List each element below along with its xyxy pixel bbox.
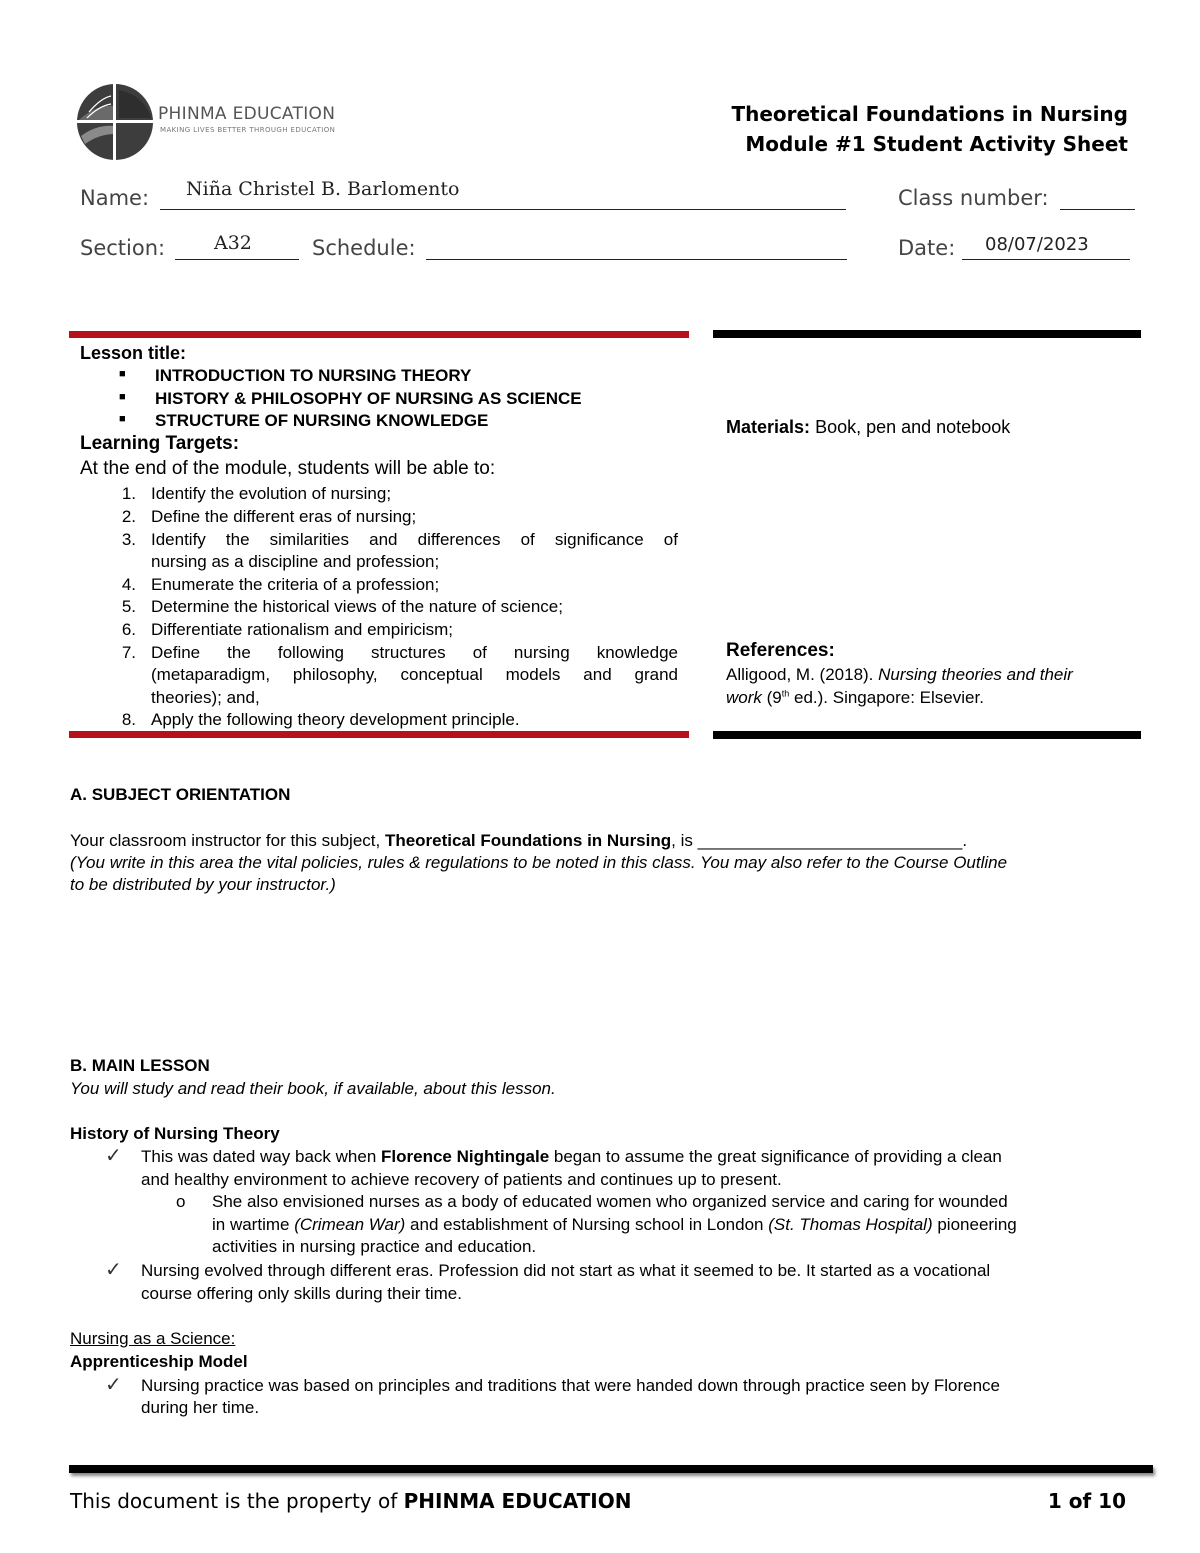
materials-value: Book, pen and notebook	[815, 417, 1011, 437]
materials-line	[726, 417, 1010, 438]
crimean-war: (Crimean War)	[294, 1215, 406, 1234]
sub-bullet-line1: She also envisioned nurses as a body of educated women who organized service and caring for wounded	[212, 1192, 1008, 1211]
target-2: Define the different eras of nursing;	[151, 507, 417, 526]
lesson-topic-1: INTRODUCTION TO NURSING THEORY	[155, 366, 472, 385]
main-lesson-intro: You will study and read their book, if available, about this lesson.	[70, 1079, 556, 1098]
checkmark-icon: ✓	[105, 1374, 122, 1396]
date-label: Date:	[898, 236, 956, 260]
target-7-line3: theories); and,	[151, 688, 260, 707]
checkmark-icon: ✓	[105, 1145, 122, 1167]
class-number-field[interactable]	[1060, 209, 1135, 210]
footer-brand: PHINMA EDUCATION	[403, 1489, 632, 1513]
section-value: A32	[214, 232, 252, 254]
logo-tagline: MAKING LIVES BETTER THROUGH EDUCATION	[160, 126, 336, 134]
nursing-science-heading: Nursing as a Science:	[70, 1329, 236, 1348]
target-8: Apply the following theory development principle.	[151, 710, 520, 729]
name-label: Name:	[80, 186, 150, 210]
name-field[interactable]	[160, 209, 846, 210]
target-number: 2.	[121, 507, 136, 526]
sub-bullet-marker: o	[176, 1192, 186, 1211]
section-label: Section:	[80, 236, 166, 260]
apprenticeship-line2: during her time.	[141, 1398, 260, 1417]
history-heading: History of Nursing Theory	[70, 1124, 280, 1143]
lesson-title-label: Lesson title:	[80, 343, 187, 363]
history-bullet-2-line1: Nursing evolved through different eras. Profession did not start as what it seemed to be. It started as a vocational	[141, 1261, 991, 1280]
section-b-heading: B. MAIN LESSON	[70, 1056, 210, 1075]
sub-text-b: and establishment of Nursing school in London	[405, 1215, 769, 1234]
name-value: Niña Christel B. Barlomento	[186, 178, 460, 200]
reference-edition-sup: th	[781, 688, 790, 699]
reference-line1	[726, 665, 1073, 685]
footer-bar	[69, 1465, 1153, 1473]
date-field[interactable]	[962, 259, 1130, 260]
lesson-topic-3: STRUCTURE OF NURSING KNOWLEDGE	[155, 411, 489, 430]
reference-edition: (9	[761, 688, 782, 707]
target-4: Enumerate the criteria of a profession;	[151, 575, 440, 594]
logo-name: PHINMA EDUCATION	[158, 104, 336, 124]
references-label: References:	[726, 640, 835, 661]
history-bullet-1-line2: and healthy environment to achieve recovery of patients and continues up to present.	[141, 1170, 782, 1189]
target-number: 6.	[121, 620, 136, 639]
target-7-line2: (metaparadigm, philosophy, conceptual models and grand	[151, 665, 678, 684]
reference-title: Nursing theories and their	[878, 665, 1073, 684]
bullet-icon: ■	[119, 413, 126, 425]
course-name: Theoretical Foundations in Nursing	[384, 831, 672, 850]
lesson-top-bar	[69, 331, 689, 338]
instructor-text: Your classroom instructor for this subject,	[70, 831, 385, 850]
schedule-label: Schedule:	[312, 236, 416, 260]
history-bullet-1-text-end: began to assume the great significance of providing a clean	[549, 1147, 1002, 1166]
history-bullet-2-line2: course offering only skills during their time.	[141, 1284, 462, 1303]
reference-line2	[726, 688, 984, 708]
sub-bullet-line3: activities in nursing practice and education.	[212, 1237, 537, 1256]
learning-targets-label: Learning Targets:	[80, 433, 240, 454]
st-thomas-hospital: (St. Thomas Hospital)	[768, 1215, 933, 1234]
reference-author: Alligood, M. (2018).	[726, 665, 879, 684]
footer-text: This document is the property of	[70, 1489, 404, 1513]
apprenticeship-heading: Apprenticeship Model	[70, 1352, 248, 1371]
instructor-blank: , is ____________________________.	[671, 831, 968, 850]
checkmark-icon: ✓	[105, 1259, 122, 1281]
sub-text-a: in wartime	[212, 1215, 295, 1234]
policy-note-line2: to be distributed by your instructor.)	[70, 875, 336, 894]
target-7-line1: Define the following structures of nursing knowledge	[151, 643, 678, 662]
sub-text-c: pioneering	[932, 1215, 1017, 1234]
lesson-topic-2: HISTORY & PHILOSOPHY OF NURSING AS SCIENCE	[155, 389, 582, 408]
bullet-icon: ■	[119, 368, 126, 380]
target-number: 7.	[121, 643, 136, 662]
class-number-label: Class number:	[898, 186, 1049, 210]
target-3-line2: nursing as a discipline and profession;	[151, 552, 440, 571]
schedule-field[interactable]	[426, 259, 847, 260]
history-bullet-1-line1	[141, 1146, 1002, 1169]
target-number: 8.	[121, 710, 136, 729]
date-value: 08/07/2023	[985, 234, 1089, 255]
target-6: Differentiate rationalism and empiricism;	[151, 620, 454, 639]
section-a-heading: A. SUBJECT ORIENTATION	[70, 785, 291, 804]
target-1: Identify the evolution of nursing;	[151, 484, 392, 503]
target-5: Determine the historical views of the nature of science;	[151, 597, 563, 616]
florence-nightingale: Florence Nightingale	[381, 1147, 550, 1166]
reference-title-cont: work	[726, 688, 762, 707]
history-bullet-1-text: This was dated way back when	[141, 1147, 382, 1166]
section-field[interactable]	[175, 259, 299, 260]
materials-bottom-bar	[713, 731, 1141, 739]
target-3-line1: Identify the similarities and differences of significance of	[151, 530, 678, 549]
module-title: Module #1 Student Activity Sheet	[745, 132, 1128, 156]
materials-label: Materials:	[726, 417, 811, 437]
apprenticeship-line1: Nursing practice was based on principles and traditions that were handed down through practice seen by Florence	[141, 1376, 1000, 1395]
footer-ownership	[70, 1489, 631, 1513]
target-number: 1.	[121, 484, 136, 503]
lesson-bottom-bar	[69, 731, 689, 738]
target-number: 4.	[121, 575, 136, 594]
bullet-icon: ■	[119, 391, 126, 403]
targets-intro: At the end of the module, students will be able to:	[80, 458, 496, 479]
instructor-line	[70, 830, 967, 853]
course-title: Theoretical Foundations in Nursing	[731, 102, 1128, 126]
page-number: 1 of 10	[1047, 1489, 1126, 1513]
target-number: 3.	[121, 530, 136, 549]
materials-top-bar	[713, 330, 1141, 338]
sub-bullet-line2	[212, 1214, 1017, 1237]
reference-publisher: ed.). Singapore: Elsevier.	[789, 688, 984, 707]
policy-note-line1: (You write in this area the vital policies, rules & regulations to be noted in this class. You may also refer to the Course Outline	[70, 853, 1008, 872]
target-number: 5.	[121, 597, 136, 616]
